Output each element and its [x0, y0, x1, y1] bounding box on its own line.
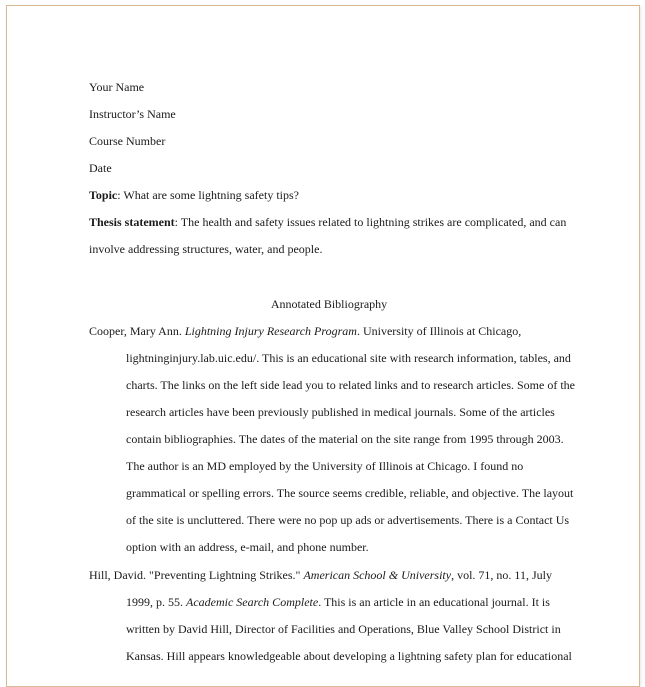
topic-text: : What are some lightning safety tips? [117, 188, 299, 202]
entry-1-line: option with an address, e-mail, and phone number. [126, 540, 369, 554]
header-instructor: Instructor’s Name [89, 107, 176, 121]
entry-2-line: written by David Hill, Director of Facilities and Operations, Blue Valley School District in [126, 622, 561, 636]
entry-2-title: American School & University [303, 568, 452, 582]
entry-1-publisher: . University of Illinois at Chicago, [356, 324, 522, 338]
thesis-line-2: involve addressing structures, water, and people. [89, 242, 323, 256]
header-name: Your Name [89, 80, 145, 94]
entry-1-line: contain bibliographies. The dates of the material on the site range from 1995 through 2003. [126, 432, 564, 446]
entry-2-publisher: , vol. 71, no. 11, July [451, 568, 552, 582]
thesis-label: Thesis statement [89, 215, 175, 229]
entry-2-date-page: 1999, p. 55. [126, 595, 186, 609]
header-date: Date [89, 161, 112, 175]
entry-2-database: Academic Search Complete [186, 595, 319, 609]
entry-1-line: of the site is uncluttered. There were no pop up ads or advertisements. There is a Contact Us [126, 513, 570, 527]
entry-2-citation [89, 567, 552, 583]
entry-1-line: research articles have been previously published in medical journals. Some of the articles [126, 405, 555, 419]
bibliography-title: Annotated Bibliography [270, 297, 388, 311]
entry-2-line-2 [126, 594, 550, 610]
topic-label: Topic [89, 188, 118, 202]
entry-1-line: lightninginjury.lab.uic.edu/. This is an educational site with research information, tables, and [126, 351, 571, 365]
thesis-line-1 [89, 214, 566, 230]
entry-2-line: Kansas. Hill appears knowledgeable about developing a lightning safety plan for educational [126, 649, 572, 663]
header-course: Course Number [89, 134, 166, 148]
entry-1-citation [89, 323, 521, 339]
entry-2-author: Hill, David. "Preventing Lightning Strikes." [89, 568, 304, 582]
document-page [6, 5, 640, 687]
entry-1-line: charts. The links on the left side lead you to related links and to research articles. Some of the [126, 378, 575, 392]
entry-1-title: Lightning Injury Research Program [184, 324, 357, 338]
entry-2-annotation-start: . This is an article in an educational journal. It is [318, 595, 550, 609]
entry-1-line: The author is an MD employed by the University of Illinois at Chicago. I found no [126, 459, 524, 473]
topic-line [89, 187, 299, 203]
entry-1-author: Cooper, Mary Ann. [89, 324, 185, 338]
thesis-text-1: : The health and safety issues related to lightning strikes are complicated, and can [174, 215, 567, 229]
entry-1-line: grammatical or spelling errors. The source seems credible, reliable, and objective. The layout [126, 486, 574, 500]
